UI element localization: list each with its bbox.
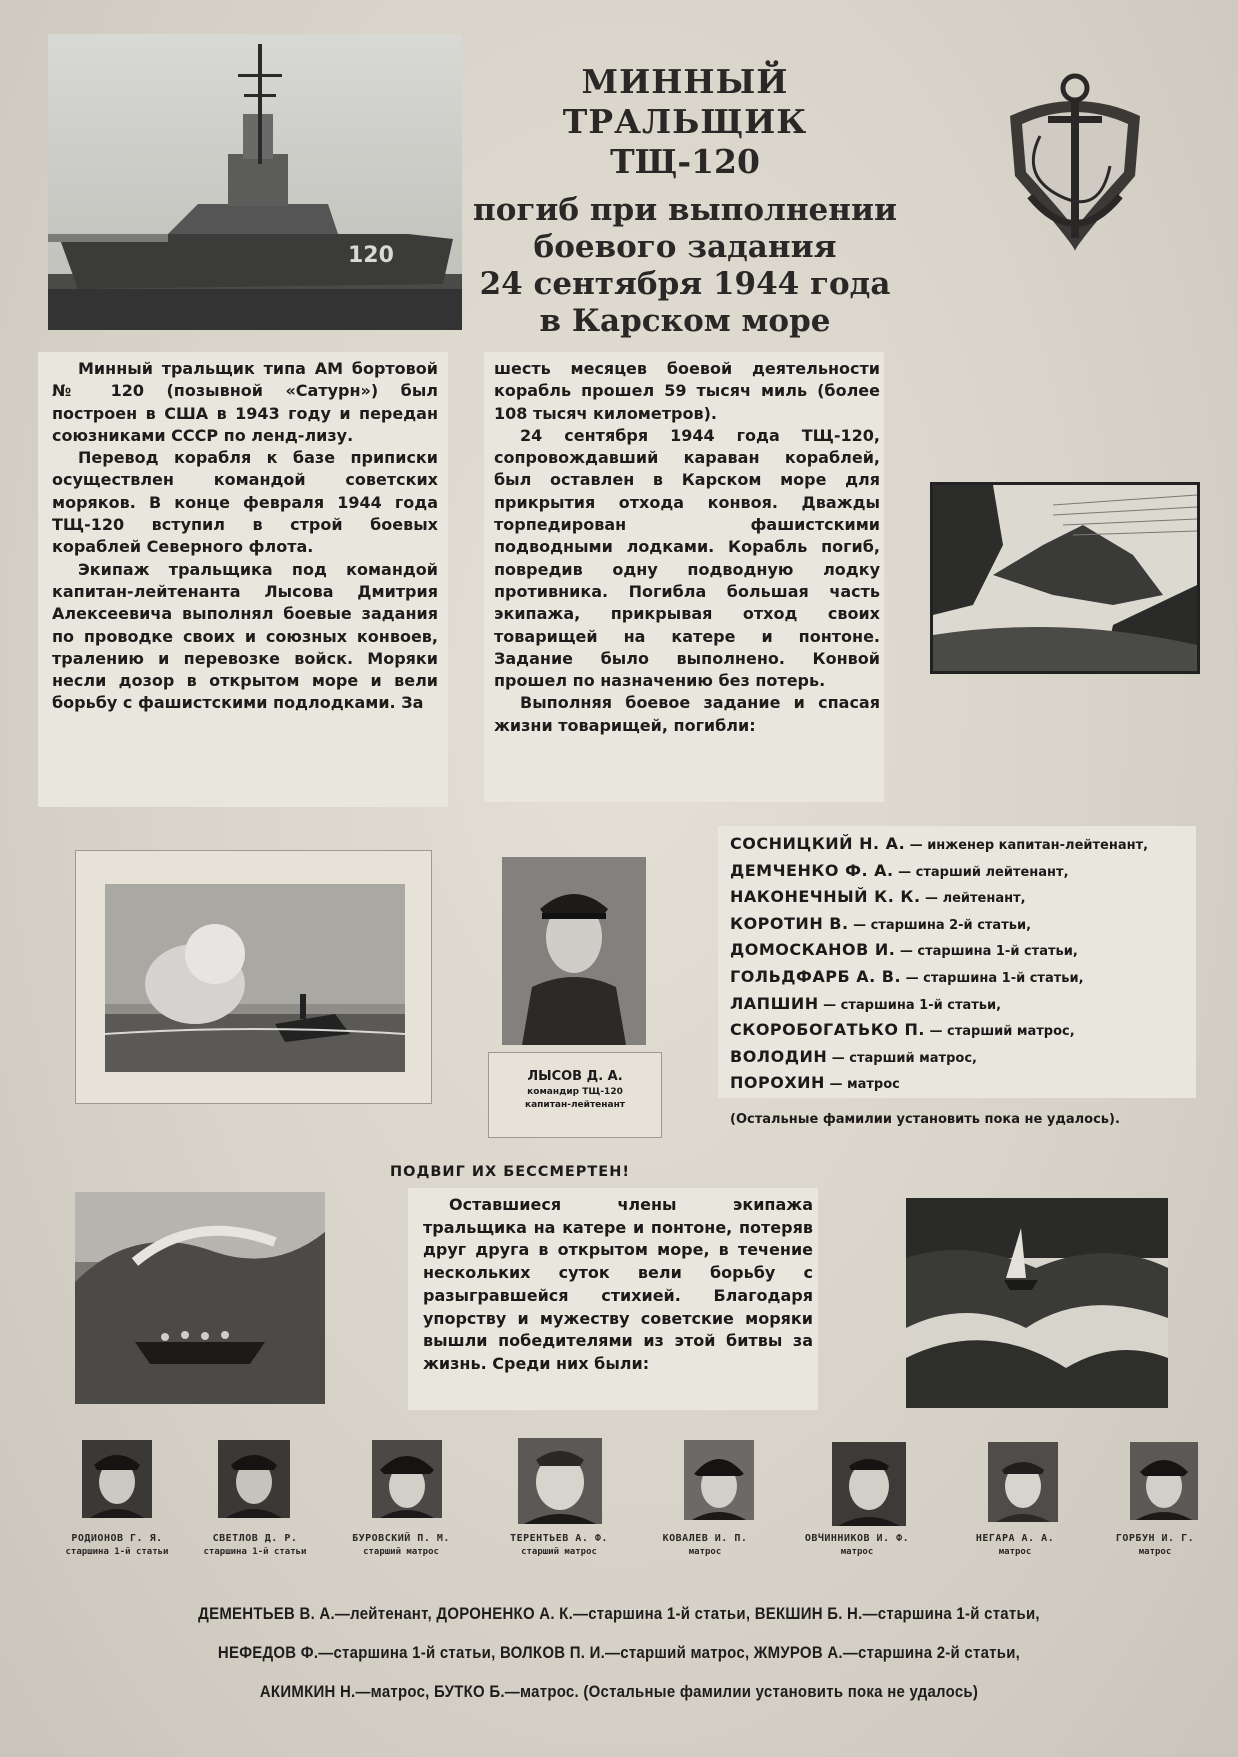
fallen-entry: [730, 938, 1185, 965]
fallen-name: ГОЛЬДФАРБ А. В.: [730, 966, 902, 986]
fallen-name: ДОМОСКАНОВ И.: [730, 940, 896, 960]
subtitle-line: боевого задания: [533, 229, 837, 265]
fallen-entry: [730, 1071, 1185, 1098]
survivor-caption: [190, 1532, 320, 1559]
explosion-painting: [105, 884, 405, 1072]
fallen-name: ПОРОХИН: [730, 1073, 825, 1093]
survivor-photo: [832, 1442, 906, 1526]
survivor-caption: [792, 1532, 922, 1559]
arctic-coast-drawing: [930, 482, 1200, 674]
subtitle-line: погиб при выполнении: [473, 192, 897, 228]
article-paragraph: Минный тральщик типа АМ бортовой № 120 (позывной «Сатурн») был построен в США в 1943 году и передан союзниками СССР по ленд-лизу.: [52, 359, 438, 445]
survivors-heading: ПОДВИГ ИХ БЕССМЕРТЕН!: [390, 1164, 630, 1180]
article-column-2: [494, 358, 880, 737]
fallen-role: — старший матрос,: [929, 1024, 1075, 1040]
commander-portrait: [502, 857, 646, 1045]
survivor-name: КОВАЛЕВ И. П.: [662, 1533, 748, 1544]
fallen-name: НАКОНЕЧНЫЙ К. К.: [730, 887, 921, 907]
fallen-role: — старшина 1-й статьи,: [905, 970, 1084, 986]
lifeboat-storm-painting: [75, 1192, 325, 1404]
article-paragraph: 24 сентября 1944 года ТЩ-120, сопровождавший караван кораблей, был оставлен в Карском море для прикрытия отхода конвоя. Дважды торпедирован фашистскими подводными лодками. Корабль погиб, повредив одну подводную лодку противника. Погибла большая часть экипажа, прикрывая отход своих товарищей на катере и понтоне. Задание было выполнено. Конвой прошел по назначению без потерь.: [494, 425, 880, 691]
survivor-caption: [336, 1532, 466, 1559]
fallen-role: — матрос: [829, 1077, 900, 1093]
hull-number: 120: [348, 243, 394, 268]
commander-rank: капитан-лейтенант: [525, 1100, 625, 1110]
subtitle-line: в Карском море: [539, 303, 831, 339]
ship-photo: [48, 34, 462, 330]
article-paragraph: шесть месяцев боевой деятельности корабль прошел 59 тысяч миль (более 108 тысяч километров).: [494, 359, 880, 423]
survivors-list-line: АКИМКИН Н.—матрос, БУТКО Б.—матрос. (Остальные фамилии установить пока не удалось): [259, 1682, 979, 1701]
article-paragraph: Экипаж тральщика под командой капитан-лейтенанта Лысова Дмитрия Алексеевича выполнял боевые задания по проводке своих и союзных конвоев, тралению и перевозке войск. Моряки несли дозор в открытом море и вели борьбу с фашистскими подлодками. За: [52, 559, 438, 713]
fallen-name: ЛАПШИН: [730, 993, 819, 1013]
survivor-name: СВЕТЛОВ Д. Р.: [212, 1533, 298, 1544]
survivor-name: ГОРБУН И. Г.: [1115, 1533, 1195, 1544]
fallen-role: — старшина 1-й статьи,: [899, 944, 1078, 960]
subtitle: [470, 192, 900, 340]
survivors-list-line: ДЕМЕНТЬЕВ В. А.—лейтенант, ДОРОНЕНКО А. К.—старшина 1-й статьи, ВЕКШИН Б. Н.—старшина 1-й статьи,: [198, 1604, 1040, 1623]
survivor-caption: [494, 1532, 624, 1559]
survivor-caption: [1090, 1532, 1220, 1559]
survivor-name: ОВЧИННИКОВ И. Ф.: [804, 1533, 910, 1544]
fallen-entry: [730, 859, 1185, 886]
title-line-1: МИННЫЙ ТРАЛЬЩИК: [562, 62, 808, 141]
survivor-rank: старшина 1-й статьи: [65, 1547, 169, 1557]
fallen-role: — старший лейтенант,: [898, 864, 1069, 880]
fallen-role: — старший матрос,: [831, 1050, 977, 1066]
fallen-entry: [730, 1018, 1185, 1045]
survivor-photo: [1130, 1442, 1198, 1520]
commander-caption: [500, 1068, 650, 1112]
survivor-photo: [372, 1440, 442, 1518]
fallen-note: (Остальные фамилии установить пока не удалось).: [730, 1112, 1120, 1127]
fallen-name: ВОЛОДИН: [730, 1046, 828, 1066]
survivors-list-line: НЕФЕДОВ Ф.—старшина 1-й статьи, ВОЛКОВ П. И.—старший матрос, ЖМУРОВ А.—старшина 2-й статьи,: [217, 1643, 1021, 1662]
fallen-name: КОРОТИН В.: [730, 913, 849, 933]
survivor-name: РОДИОНОВ Г. Я.: [71, 1533, 163, 1544]
survivor-caption: [52, 1532, 182, 1559]
survivor-rank: матрос: [688, 1547, 722, 1557]
survivor-photo: [218, 1440, 290, 1518]
fallen-role: — инженер капитан-лейтенант,: [909, 838, 1149, 853]
survivor-rank: матрос: [998, 1547, 1032, 1557]
fallen-entry: [730, 832, 1185, 859]
article-paragraph: Выполняя боевое задание и спасая жизни товарищей, погибли:: [494, 693, 880, 735]
survivor-name: БУРОВСКИЙ П. М.: [352, 1533, 450, 1544]
survivor-photo: [82, 1440, 152, 1518]
fallen-entry: [730, 965, 1185, 992]
survivor-photo: [518, 1438, 602, 1524]
survivor-name: НЕГАРА А. А.: [975, 1533, 1055, 1544]
fallen-entry: [730, 992, 1185, 1019]
title-line-2: ТЩ-120: [610, 142, 760, 181]
article-paragraph: Перевод корабля к базе приписки осуществлен командой советских моряков. В конце февраля 1944 года ТЩ-120 вступил в строй боевых кораблей Северного флота.: [52, 448, 438, 557]
fallen-role: — старшина 1-й статьи,: [823, 997, 1002, 1013]
anchor-emblem-icon: [1000, 66, 1150, 256]
fallen-role: — лейтенант,: [925, 891, 1026, 907]
survivor-rank: старший матрос: [363, 1547, 439, 1557]
fallen-name: ДЕМЧЕНКО Ф. А.: [730, 860, 894, 880]
survivor-caption: [640, 1532, 770, 1559]
sailboat-storm-drawing: [906, 1198, 1168, 1408]
fallen-entry: [730, 885, 1185, 912]
article-column-1: [52, 358, 438, 715]
fallen-entry: [730, 1045, 1185, 1072]
survivor-caption: [950, 1532, 1080, 1559]
fallen-name: СКОРОБОГАТЬКО П.: [730, 1020, 925, 1040]
survivor-name: ТЕРЕНТЬЕВ А. Ф.: [510, 1533, 608, 1544]
subtitle-line: 24 сентября 1944 года: [479, 266, 891, 302]
commander-role: командир ТЩ-120: [527, 1087, 623, 1097]
fallen-role: — старшина 2-й статьи,: [853, 917, 1032, 933]
survivor-rank: матрос: [1138, 1547, 1172, 1557]
survivors-paragraph: Оставшиеся члены экипажа тральщика на катере и понтоне, потеряв друг друга в открытом море, в течение нескольких суток вели борьбу с разыгравшейся стихией. Благодаря упорству и мужеству советские моряки вышли победителями из этой битвы за жизнь. Среди них были:: [423, 1195, 813, 1373]
fallen-entry: [730, 912, 1185, 939]
survivor-rank: матрос: [840, 1547, 874, 1557]
fallen-list: [730, 832, 1185, 1098]
survivor-photo: [684, 1440, 754, 1520]
survivors-text: [423, 1194, 813, 1376]
survivor-rank: старший матрос: [521, 1547, 597, 1557]
survivor-rank: старшина 1-й статьи: [203, 1547, 307, 1557]
commander-name: ЛЫСОВ Д. А.: [527, 1069, 623, 1084]
page-title: [470, 62, 900, 340]
survivor-photo: [988, 1442, 1058, 1522]
fallen-name: СОСНИЦКИЙ Н. А.: [730, 834, 906, 853]
